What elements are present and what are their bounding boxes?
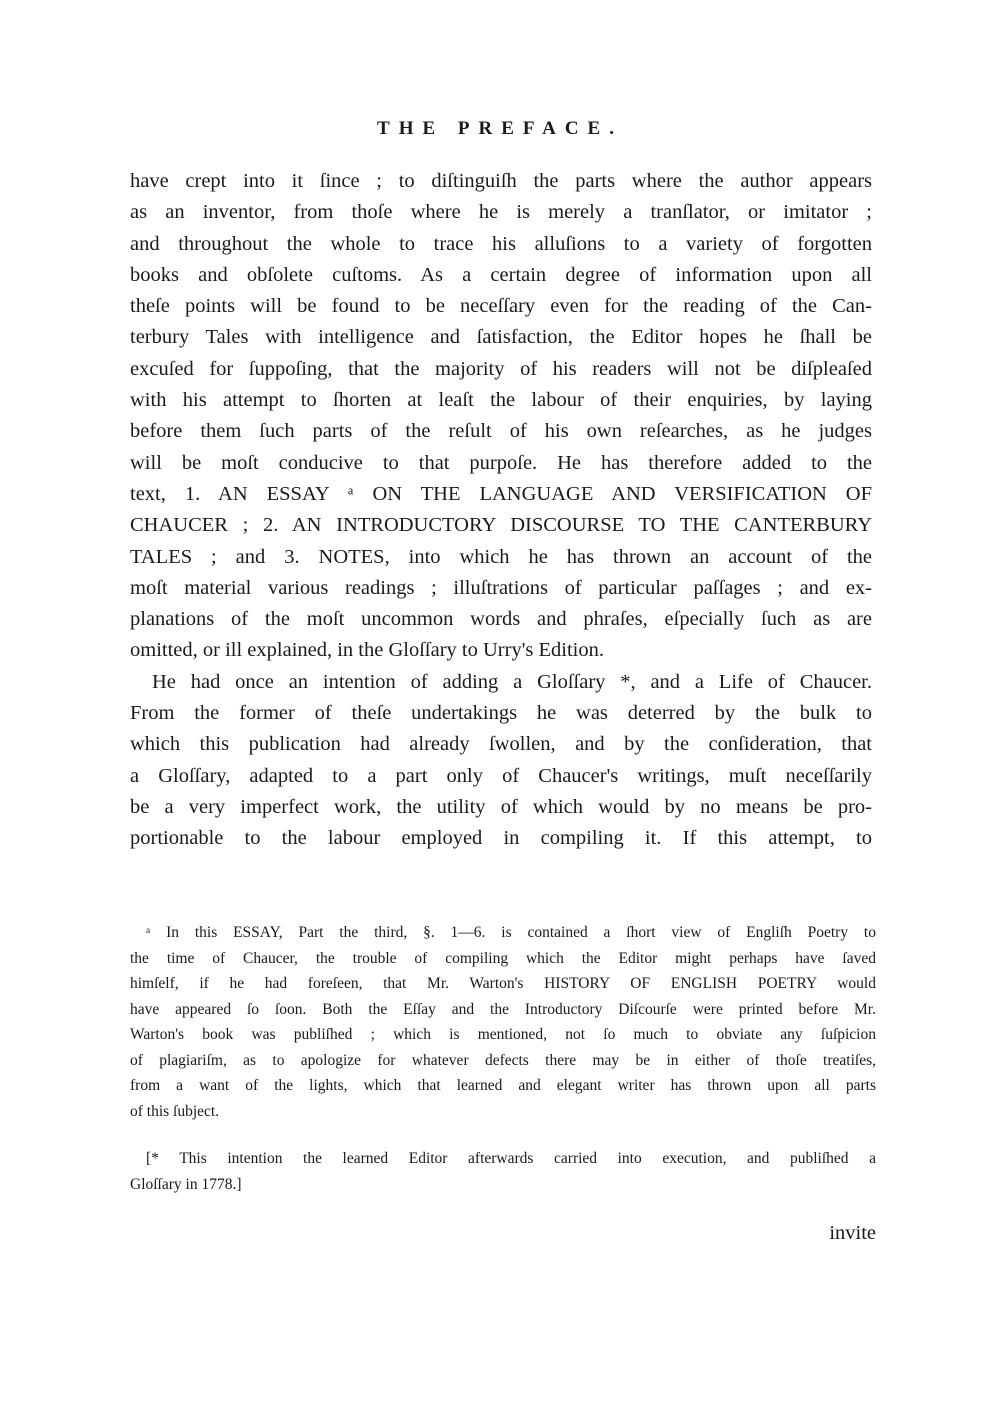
text-line: terbury Tales with intelligence and ſatisfaction, the Editor hopes he ſhall be — [130, 326, 872, 349]
text-line: theſe points will be found to be neceſſary even for the reading of the Can- — [130, 295, 872, 318]
text-line: text, 1. AN ESSAY ᵃ ON THE LANGUAGE AND VERSIFICATION OF — [130, 482, 872, 505]
text-line: moſt material various readings ; illuſtrations of particular paſſages ; and ex- — [130, 576, 872, 599]
text-line: omitted, or ill explained, in the Gloſſary to Urry's Edition. — [130, 639, 604, 662]
text-line: excuſed for ſuppoſing, that the majority of his readers will not be diſpleaſed — [130, 357, 872, 380]
footnote-line: have appeared ſo ſoon. Both the Eſſay and the Introductory Diſcourſe were printed before Mr. — [130, 1000, 876, 1018]
footnote-line: of this ſubject. — [130, 1102, 220, 1120]
footnote-a — [130, 920, 876, 1124]
text-line: a Gloſſary, adapted to a part only of Chaucer's writings, muſt neceſſarily — [130, 764, 872, 787]
footnote-line: the time of Chaucer, the trouble of compiling which the Editor might perhaps have ſaved — [130, 949, 876, 967]
footnote-gap — [130, 1124, 876, 1146]
footnote-line: ᵃ In this ESSAY, Part the third, §. 1—6. is contained a ſhort view of Engliſh Poetry to — [146, 924, 876, 941]
text-line: which this publication had already ſwollen, and by the conſideration, that — [130, 733, 872, 756]
text-line: and throughout the whole to trace his alluſions to a variety of forgotten — [130, 232, 872, 255]
footnote-line: from a want of the lights, which that learned and elegant writer has thrown upon all parts — [130, 1077, 876, 1094]
footnote-line: himſelf, if he had foreſeen, that Mr. Warton's HISTORY OF ENGLISH POETRY would — [130, 975, 876, 992]
footnotes — [130, 920, 876, 1197]
text-line: with his attempt to ſhorten at leaſt the labour of their enquiries, by laying — [130, 389, 872, 412]
text-line: CHAUCER ; 2. AN INTRODUCTORY DISCOURSE TO THE CANTERBURY — [130, 514, 872, 537]
footnote-line: [* This intention the learned Editor afterwards carried into execution, and publiſhed a — [146, 1150, 876, 1167]
text-line: From the former of theſe undertakings he was deterred by the bulk to — [130, 702, 872, 725]
text-line: as an inventor, from thoſe where he is merely a tranſlator, or imitator ; — [130, 201, 872, 224]
footnote-line: of plagiariſm, as to apologize for whatever defects there may be in either of thoſe treatiſes, — [130, 1051, 876, 1069]
footnote-line: Warton's book was publiſhed ; which is mentioned, not ſo much to obviate any ſuſpicion — [130, 1026, 876, 1043]
text-line: have crept into it ſince ; to diſtinguiſh the parts where the author appears — [130, 170, 872, 192]
text-line: will be moſt conducive to that purpoſe. He has therefore added to the — [130, 451, 872, 474]
main-text-block — [130, 166, 872, 855]
catchword: invite — [829, 1222, 876, 1244]
text-line: books and obſolete cuſtoms. As a certain degree of information upon all — [130, 263, 872, 286]
text-line: portionable to the labour employed in compiling it. If this attempt, to — [130, 827, 872, 850]
footnote-line: Gloſſary in 1778.] — [130, 1175, 242, 1193]
text-line: be a very imperfect work, the utility of which would by no means be pro- — [130, 795, 872, 818]
text-line: before them ſuch parts of the reſult of his own reſearches, as he judges — [130, 420, 872, 443]
text-line: planations of the moſt uncommon words and phraſes, eſpecially ſuch as are — [130, 608, 872, 631]
running-head: THE PREFACE. — [377, 118, 623, 139]
text-line: He had once an intention of adding a Gloſſary *, and a Life of Chaucer. — [152, 670, 872, 693]
text-line: TALES ; and 3. NOTES, into which he has thrown an account of the — [130, 545, 872, 568]
footnote-star — [130, 1146, 876, 1197]
